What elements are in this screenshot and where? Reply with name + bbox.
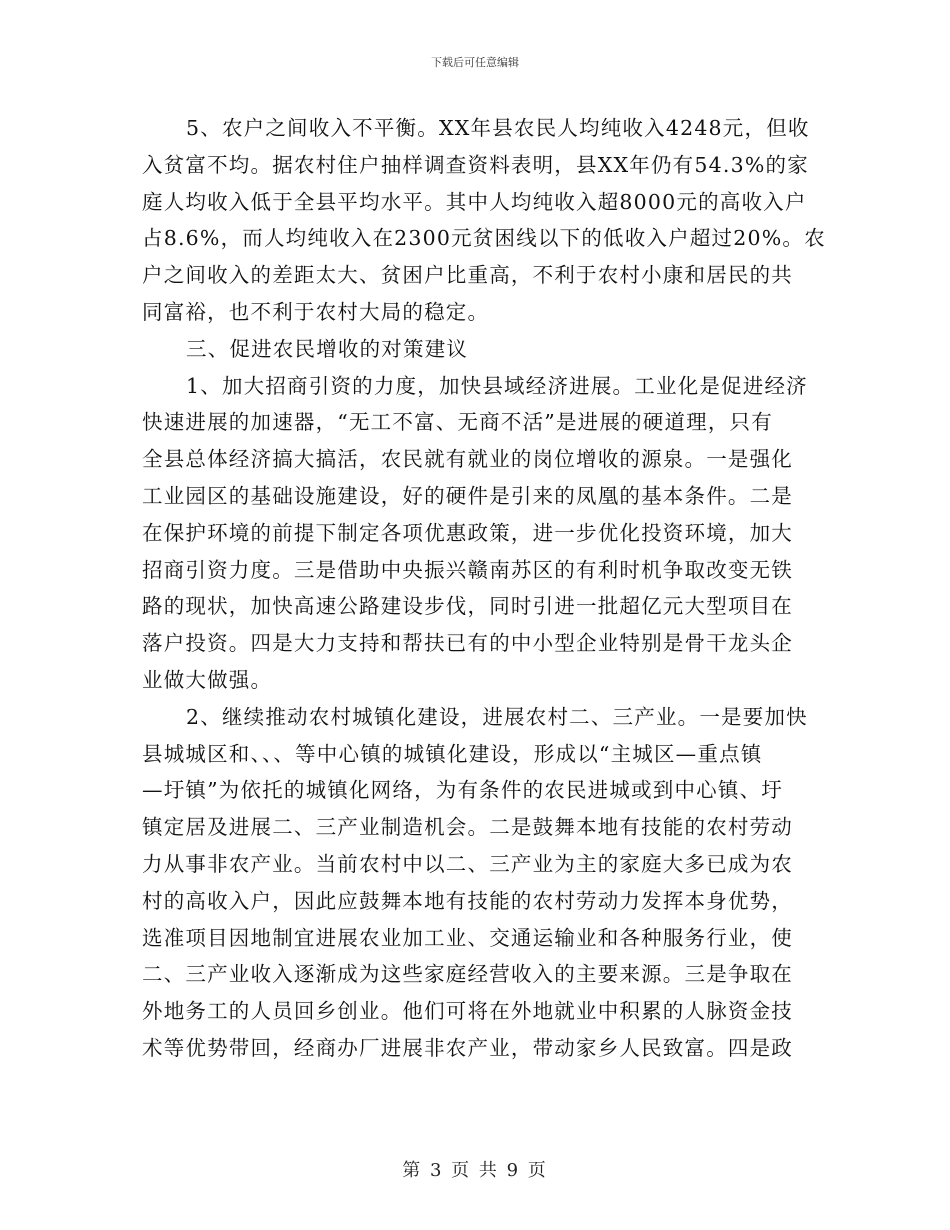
- text-line: —圩镇”为依托的城镇化网络，为有条件的农民进城或到中心镇、圩: [142, 778, 783, 803]
- text-line: 术等优势带回，经商办厂进展非农产业，带动家乡人民致富。四是政: [142, 1035, 793, 1060]
- text-line: 村的高收入户，因此应鼓舞本地有技能的农村劳动力发挥本身优势，: [142, 888, 793, 913]
- text-line: 工业园区的基础设施建设，好的硬件是引来的凤凰的基本条件。二是: [142, 483, 793, 508]
- text-line: 路的现状，加快高速公路建设步伐，同时引进一批超亿元大型项目在: [142, 594, 793, 619]
- text-line: 二、三产业收入逐渐成为这些家庭经营收入的主要来源。三是争取在: [142, 962, 793, 987]
- text-line: 户之间收入的差距太大、贫困户比重高，不利于农村小康和居民的共: [142, 263, 793, 288]
- text-line: 同富裕，也不利于农村大局的稳定。: [142, 299, 490, 324]
- text-line: 庭人均收入低于全县平均水平。其中人均纯收入超8000元的高收入户: [142, 189, 807, 214]
- text-line: 镇定居及进展二、三产业制造机会。二是鼓舞本地有技能的农村劳动: [142, 815, 793, 840]
- text-line: 入贫富不均。据农村住户抽样调查资料表明，县XX年仍有54.3%的家: [142, 152, 809, 177]
- text-line: 外地务工的人员回乡创业。他们可将在外地就业中积累的人脉资金技: [142, 999, 793, 1024]
- text-line: 县城城区和、、、等中心镇的城镇化建设，形成以“主城区—重点镇: [142, 741, 763, 766]
- text-line: 招商引资力度。三是借助中央振兴赣南苏区的有利时机争取改变无铁: [142, 557, 793, 582]
- text-line: 力从事非农产业。当前农村中以二、三产业为主的家庭大多已成为农: [142, 851, 793, 876]
- paragraph-income-imbalance: [142, 110, 826, 331]
- page-footer: 第 3 页 共 9 页: [402, 1160, 548, 1181]
- text-line: 占8.6%，而人均纯收入在2300元贫困线以下的低收入户超过20%。农: [142, 226, 826, 251]
- section-heading: [142, 331, 808, 368]
- text-line: 5、农户之间收入不平衡。XX年县农民人均纯收入4248元，但收: [186, 116, 810, 140]
- text-line: 在保护环境的前提下制定各项优惠政策，进一步优化投资环境，加大: [142, 520, 793, 545]
- header-note: 下载后可任意编辑: [431, 56, 519, 69]
- text-line: 业做大做强。: [142, 667, 273, 692]
- text-line: 三、促进农民增收的对策建议: [186, 336, 469, 361]
- paragraph-urbanization: [142, 699, 808, 1067]
- paragraph-investment: [142, 368, 808, 699]
- document-body: [142, 110, 826, 1067]
- text-line: 选准项目因地制宜进展农业加工业、交通运输业和各种服务行业，使: [142, 925, 793, 950]
- text-line: 2、继续推动农村城镇化建设，进展农村二、三产业。一是要加快: [186, 704, 808, 729]
- text-line: 快速进展的加速器，“无工不富、无商不活”是进展的硬道理，只有: [142, 410, 773, 435]
- text-line: 1、加大招商引资的力度，加快县域经济进展。工业化是促进经济: [186, 373, 808, 398]
- text-line: 全县总体经济搞大搞活，农民就有就业的岗位增收的源泉。一是强化: [142, 447, 793, 472]
- text-line: 落户投资。四是大力支持和帮扶已有的中小型企业特别是骨干龙头企: [142, 631, 793, 656]
